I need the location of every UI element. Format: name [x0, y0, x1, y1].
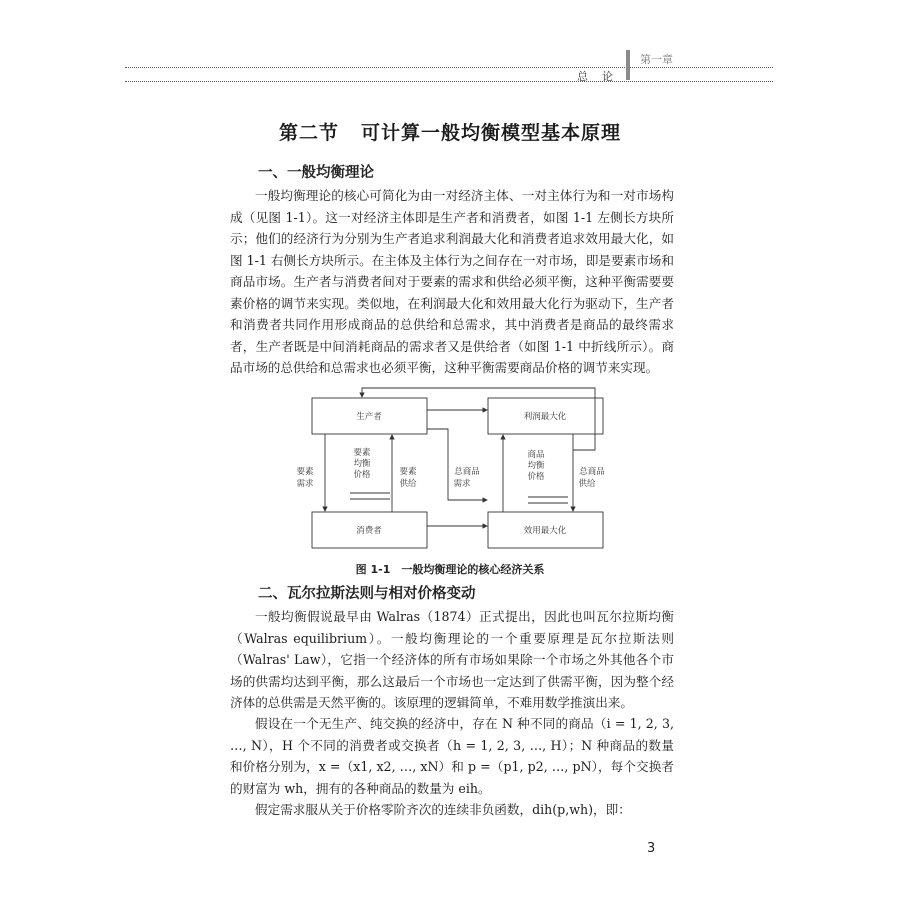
section-title-text: 可计算一般均衡模型基本原理: [361, 122, 622, 144]
factor-price-label-2: 均衡: [353, 459, 371, 469]
paragraph-exchange-economy: 假设在一个无生产、纯交换的经济中，存在 N 种不同的商品（i = 1, 2, 3, …, N），H 个不同的消费者或交换者（h = 1, 2, 3, …, H）；N 种商品的数量和价格分别为，x =（x1, x2, …, xN）和 p =（p1, p2, …, pN），每个交换者的财富为 wh，拥有的各种商品的数量为 eih。: [230, 716, 674, 796]
header-rule-top: [125, 67, 773, 68]
goods-demand-label-1: 总商品: [454, 467, 480, 477]
factor-price-label-3: 价格: [353, 470, 371, 480]
paragraph-walras-intro: 一般均衡假说最早由 Walras（1874）正式提出，因此也叫瓦尔拉斯均衡（Walras equilibrium）。一般均衡理论的一个重要原理是瓦尔拉斯法则（Walras' Law），它指一个经济体的所有市场如果除一个市场之外其他各个市场的供需均达到平衡，那么这最后一个市场也一定达到了供需平衡，因为整个经济体的总供需是天然平衡的。该原理的逻辑简单，不难用数学推演出来。: [230, 609, 674, 710]
section-title: [0, 118, 900, 145]
goods-supply-label-1: 总商品: [579, 467, 605, 477]
factor-supply-label-1: 要素: [399, 467, 417, 477]
section-number: 第二节: [278, 122, 339, 144]
heading-general-equilibrium: 一、一般均衡理论: [258, 165, 374, 181]
consumer-label: 消费者: [356, 526, 382, 536]
header-chapter: 第一章: [640, 53, 673, 66]
heading-walras-law: 二、瓦尔拉斯法则与相对价格变动: [258, 586, 476, 602]
utility-max-label: 效用最大化: [523, 526, 567, 536]
factor-demand-label-1: 要素: [296, 467, 314, 477]
paragraph-general-equilibrium: 一般均衡理论的核心可简化为由一对经济主体、一对主体行为和一对市场构成（见图 1-1）。这一对经济主体即是生产者和消费者，如图 1-1 左侧长方块所示；他们的经济行为分别为生产者追求利润最大化和消费者追求效用最大化，如图 1-1 右侧长方块所示。在主体及主体行为之间存在一对市场，即是要素市场和商品市场。生产者与消费者间对于要素的需求和供给必须平衡，这种平衡需要要素价格的调节来实现。类似地，在利润最大化和效用最大化行为驱动下，生产者和消费者共同作用形成商品的总供给和总需求，其中消费者是商品的最终需求者，生产者既是中间消耗商品的需求者又是供给者（如图 1-1 中折线所示）。商品市场的总供给和总需求也必须平衡，这种平衡需要商品价格的调节来实现。: [230, 188, 674, 375]
factor-demand-label-2: 需求: [296, 479, 314, 489]
goods-price-label-3: 价格: [527, 472, 545, 482]
factor-price-label-1: 要素: [353, 448, 371, 458]
header-rule-bottom: [125, 81, 773, 82]
goods-supply-label-2: 供给: [578, 479, 596, 489]
economic-relations-diagram: [290, 380, 620, 558]
figure-1-1-diagram: [290, 380, 620, 558]
figure-caption: 图 1-1 一般均衡理论的核心经济关系: [355, 563, 545, 576]
factor-supply-label-2: 供给: [399, 479, 417, 489]
profit-max-label: 利润最大化: [523, 412, 567, 422]
producer-label: 生产者: [356, 412, 382, 422]
goods-price-label-2: 均衡: [527, 461, 545, 471]
goods-price-label-1: 商品: [527, 450, 545, 460]
page-number: 3: [647, 841, 656, 856]
goods-demand-label-2: 需求: [453, 479, 471, 489]
paragraph-demand-assumption: 假定需求服从关于价格零阶齐次的连续非负函数，dih(p,wh)，即：: [255, 802, 631, 817]
header-section: 总论: [577, 70, 627, 83]
